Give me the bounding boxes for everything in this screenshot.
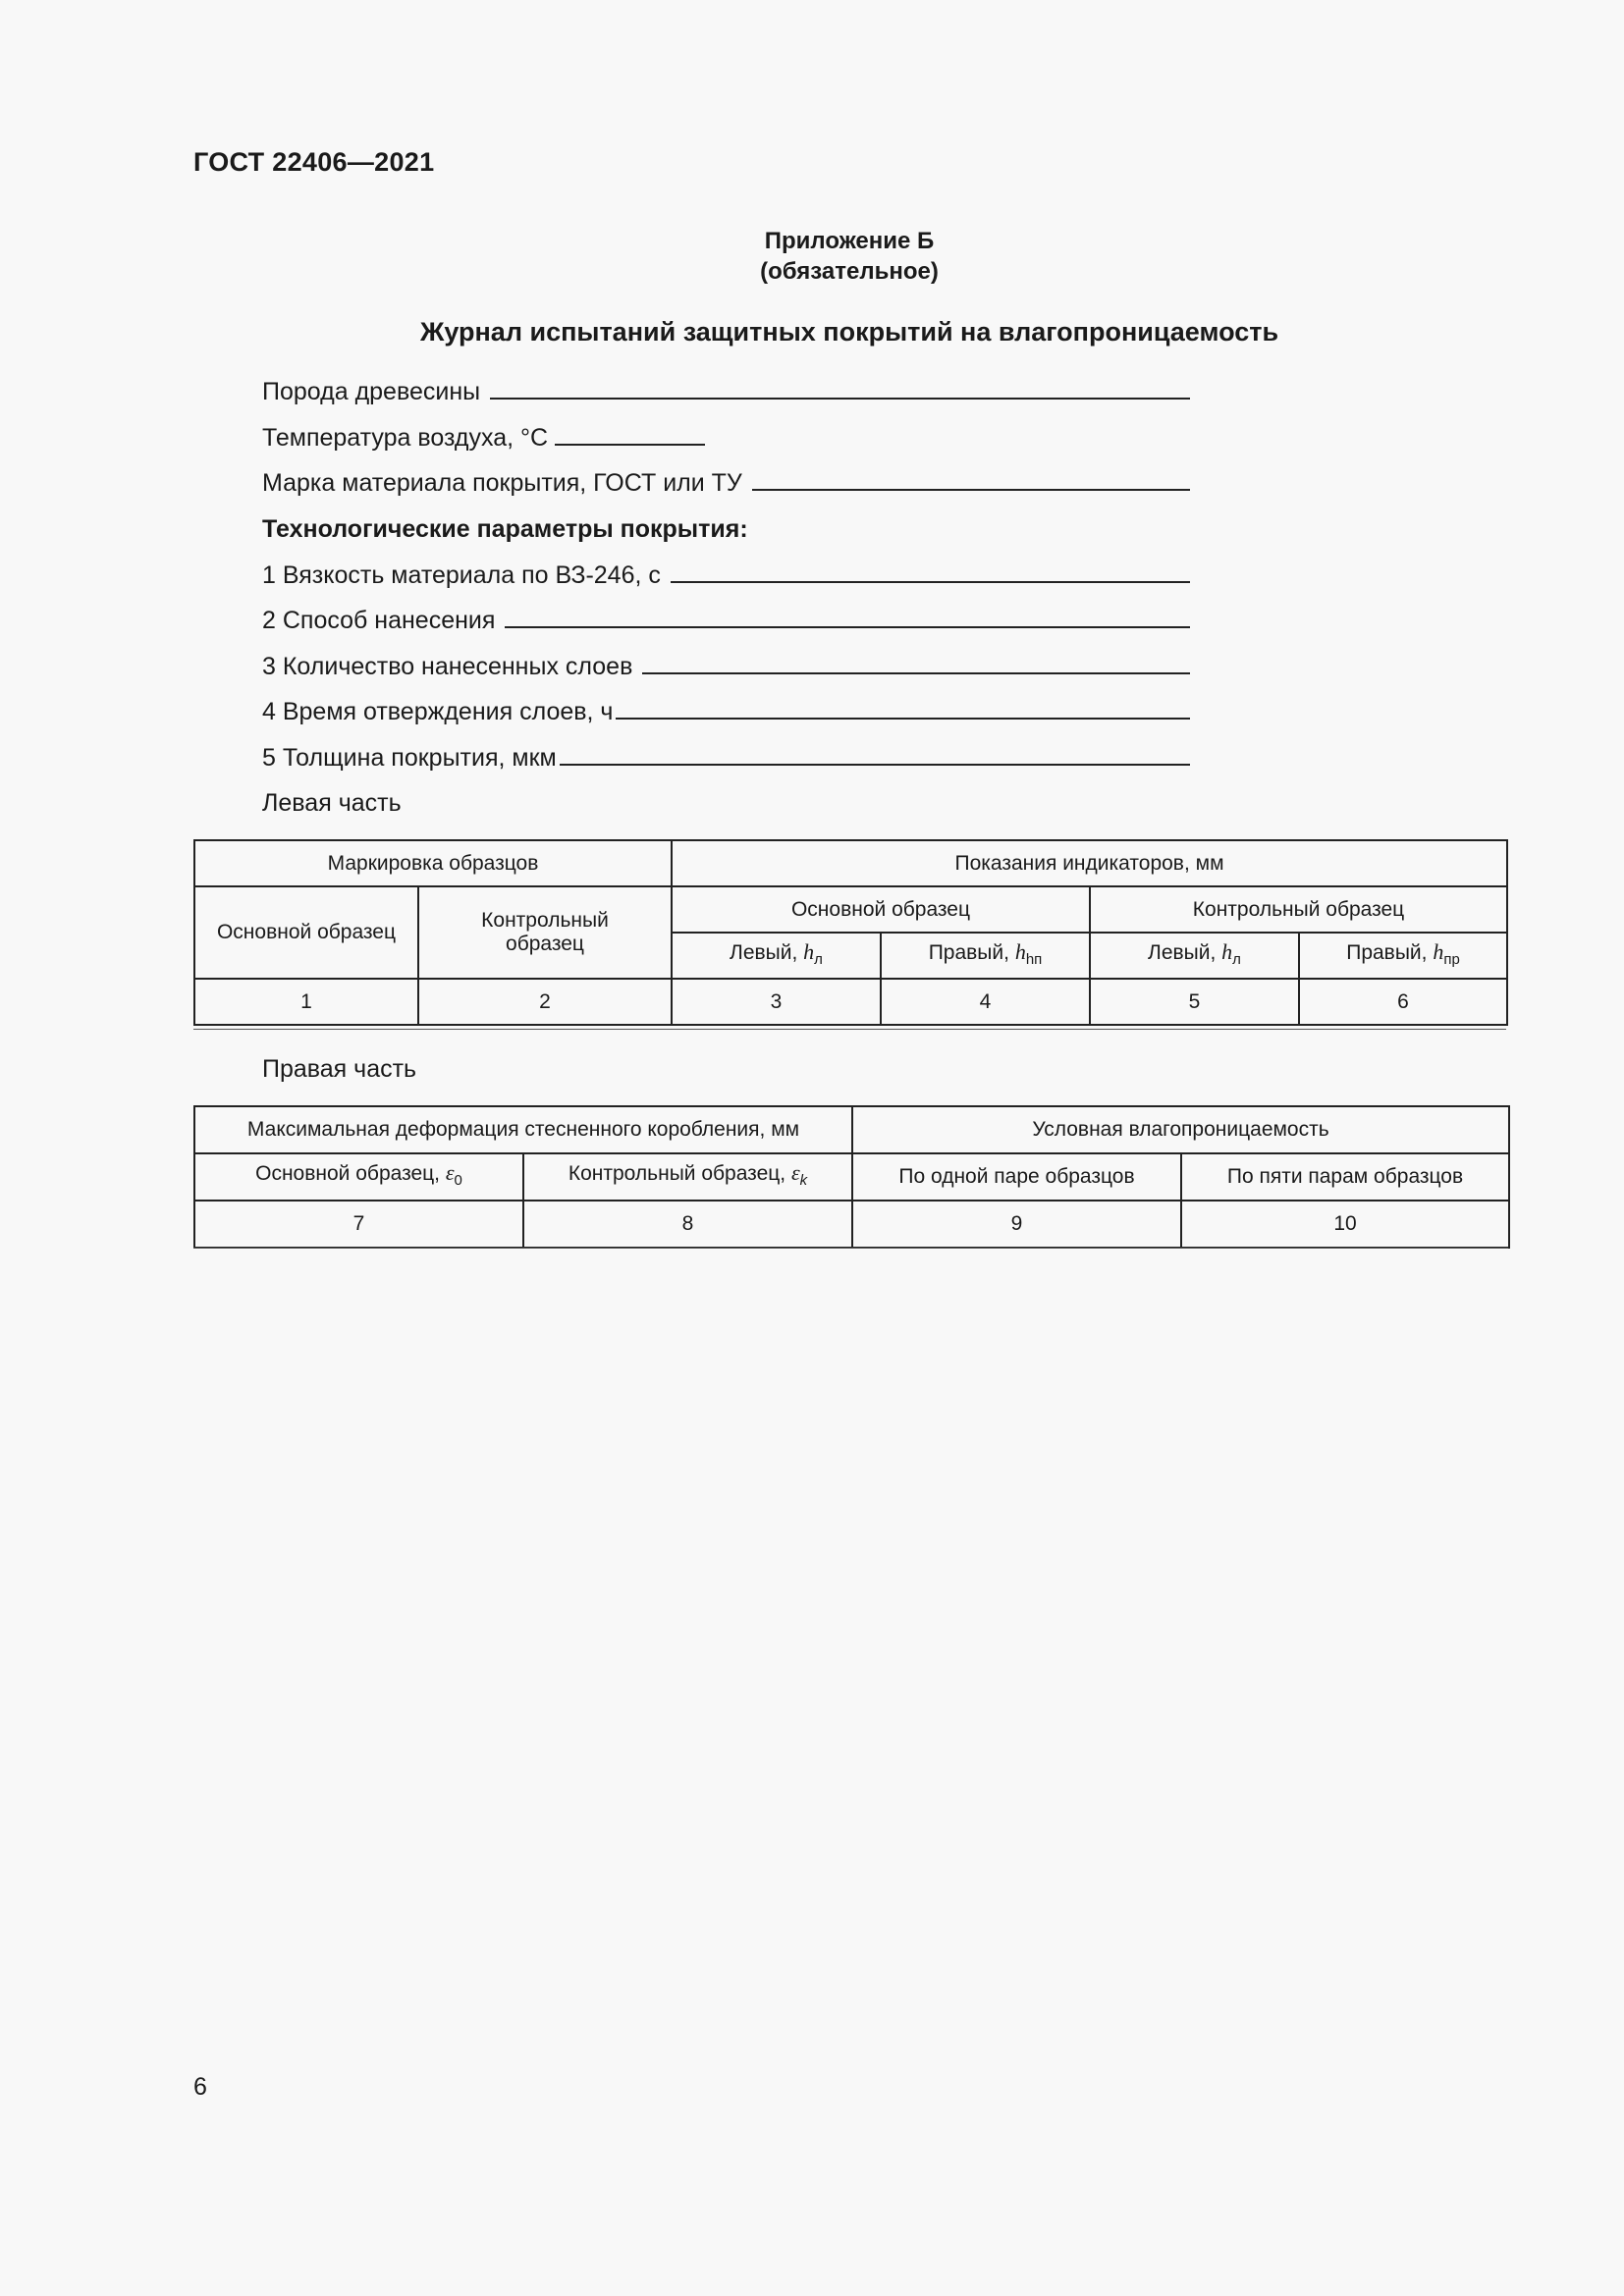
header-max-deformation: Максимальная деформация стесненного коробления, мм xyxy=(194,1106,852,1153)
left-part-table xyxy=(193,839,1508,1026)
header-main-sample: Основной образец xyxy=(194,886,418,979)
header-main-sample-indicators: Основной образец xyxy=(672,886,1090,933)
fill-line xyxy=(490,378,1190,400)
table-row xyxy=(194,1106,1509,1153)
field-thickness xyxy=(262,744,1190,773)
field-layers-count xyxy=(262,653,1190,681)
fill-line xyxy=(752,469,1190,491)
header-indicators: Показания индикаторов, мм xyxy=(672,840,1507,886)
right-part-table xyxy=(193,1105,1510,1249)
appendix-title: Приложение Б xyxy=(764,228,935,254)
header-control-right: Правый, $h_{пр}$ xyxy=(1299,933,1507,979)
header-control-sample-deformation: Контрольный образец, $\varepsilon_k$ xyxy=(523,1153,852,1201)
column-number: 1 xyxy=(194,979,418,1025)
field-coating-material xyxy=(262,469,1190,498)
fill-line xyxy=(671,561,1190,583)
header-marking: Маркировка образцов xyxy=(194,840,672,886)
field-air-temperature xyxy=(262,424,1190,453)
field-application-method xyxy=(262,607,1190,635)
column-number: 3 xyxy=(672,979,881,1025)
field-label: Порода древесины xyxy=(262,378,481,405)
field-label: Марка материала покрытия, ГОСТ или ТУ xyxy=(262,469,742,497)
column-number: 2 xyxy=(418,979,672,1025)
column-number: 8 xyxy=(523,1201,852,1248)
column-number: 5 xyxy=(1090,979,1299,1025)
field-label: 5 Толщина покрытия, мкм xyxy=(262,744,557,772)
table-row xyxy=(194,1201,1509,1248)
table-end-rule xyxy=(193,1248,1508,1249)
column-number: 7 xyxy=(194,1201,523,1248)
fill-line xyxy=(642,653,1190,674)
table-row xyxy=(194,979,1507,1025)
field-curing-time xyxy=(262,698,1190,726)
header-five-pairs: По пяти парам образцов xyxy=(1181,1153,1509,1201)
left-part-caption: Левая часть xyxy=(262,789,402,817)
column-number: 9 xyxy=(852,1201,1181,1248)
header-control-sample-indicators: Контрольный образец xyxy=(1090,886,1507,933)
header-one-pair: По одной паре образцов xyxy=(852,1153,1181,1201)
table-row xyxy=(194,1153,1509,1201)
tech-params-heading xyxy=(262,515,1190,544)
section-label: Технологические параметры покрытия: xyxy=(262,515,748,543)
fill-line xyxy=(555,424,705,446)
header-main-sample-deformation: Основной образец, $\varepsilon_0$ xyxy=(194,1153,523,1201)
header-main-right: Правый, $h_{hп}$ xyxy=(881,933,1090,979)
column-number: 4 xyxy=(881,979,1090,1025)
field-label: Температура воздуха, °С xyxy=(262,424,549,452)
fill-line xyxy=(616,698,1190,720)
fill-line xyxy=(505,607,1190,628)
field-label: 1 Вязкость материала по ВЗ-246, с xyxy=(262,561,661,589)
field-viscosity xyxy=(262,561,1190,590)
document-header: ГОСТ 22406—2021 xyxy=(193,147,435,177)
column-number: 6 xyxy=(1299,979,1507,1025)
appendix-status: (обязательное) xyxy=(760,258,939,285)
fill-line xyxy=(560,744,1190,766)
header-control-sample: Контрольный образец xyxy=(418,886,672,979)
header-main-left: Левый, $h_л$ xyxy=(672,933,881,979)
header-conditional-permeability: Условная влагопроницаемость xyxy=(852,1106,1509,1153)
column-number: 10 xyxy=(1181,1201,1509,1248)
header-control-left: Левый, $h_л$ xyxy=(1090,933,1299,979)
table-row xyxy=(194,840,1507,886)
table-row xyxy=(194,886,1507,933)
field-wood-species xyxy=(262,378,1190,406)
field-label: 3 Количество нанесенных слоев xyxy=(262,653,633,680)
field-label: 4 Время отверждения слоев, ч xyxy=(262,698,614,725)
table-end-rule xyxy=(193,1029,1506,1030)
page-number: 6 xyxy=(193,2073,207,2101)
appendix-heading xyxy=(0,226,1624,287)
field-label: 2 Способ нанесения xyxy=(262,607,496,634)
right-part-caption: Правая часть xyxy=(262,1055,417,1083)
journal-title: Журнал испытаний защитных покрытий на влагопроницаемость xyxy=(419,317,1279,347)
